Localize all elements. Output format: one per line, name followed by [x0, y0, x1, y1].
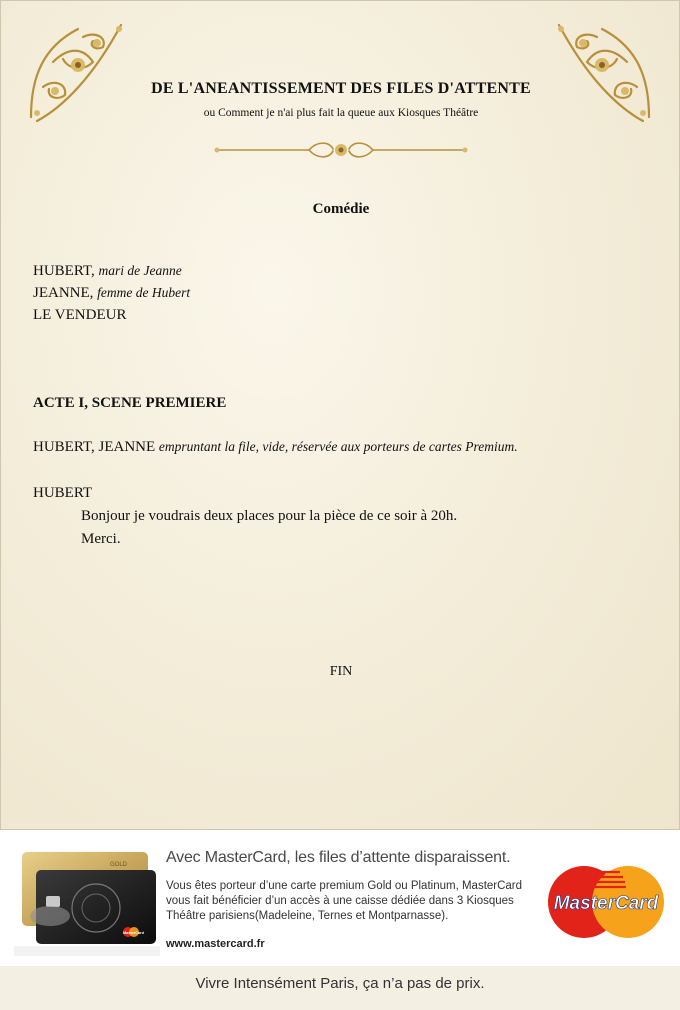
play-end: FIN — [329, 664, 353, 679]
cast-item — [33, 304, 190, 326]
cast-name: JEANNE, — [33, 285, 94, 301]
cast-name: LE VENDEUR — [33, 307, 127, 323]
footer-tagline: Vivre Intensément Paris, ça n’a pas de prix. — [0, 966, 680, 1010]
dialogue-line: Merci. — [81, 531, 121, 547]
play-subtitle: ou Comment je n'ai plus fait la queue aux Kiosques Théâtre — [203, 107, 479, 119]
play-title: DE L'ANEANTISSEMENT DES FILES D'ATTENTE — [151, 80, 531, 97]
play-genre: Comédie — [312, 201, 370, 217]
speaker-name: HUBERT — [33, 485, 93, 501]
cast-name: HUBERT, — [33, 263, 95, 279]
credit-cards-icon — [14, 850, 160, 958]
cast-role: femme de Hubert — [97, 285, 191, 300]
ad-body: Vous êtes porteur d’une carte premium Gold ou Platinum, MasterCard vous fait bénéficier d’un accès à une caisse dédiée dans 3 Kiosques Théâtre parisiens(Madeleine, Ternes et Montparnasse). — [166, 880, 523, 922]
stage-direction-text: empruntant la file, vide, réservée aux porteurs de cartes Premium. — [158, 439, 518, 454]
cast-role: mari de Jeanne — [98, 263, 182, 278]
dialogue-line: Bonjour je voudrais deux places pour la pièce de ce soir à 20h. — [81, 508, 458, 524]
cast-list — [33, 260, 190, 326]
ad-headline: Avec MasterCard, les files d’attente disparaissent. — [166, 849, 511, 866]
gold-divider-icon — [213, 137, 469, 163]
card-gold-text: GOLD — [110, 862, 128, 868]
card-small-logo: MasterCard — [123, 931, 144, 935]
act-heading: ACTE I, SCENE PREMIERE — [33, 395, 227, 411]
stage-direction-names: HUBERT, JEANNE — [33, 439, 156, 455]
mastercard-logo-text: MasterCard — [553, 893, 659, 914]
mastercard-logo-icon — [544, 864, 668, 940]
mastercard-ad — [0, 830, 680, 966]
cast-item — [33, 282, 190, 304]
stage-direction — [33, 439, 518, 456]
ad-url-link[interactable]: www.mastercard.fr — [166, 938, 265, 950]
cast-item — [33, 260, 190, 282]
